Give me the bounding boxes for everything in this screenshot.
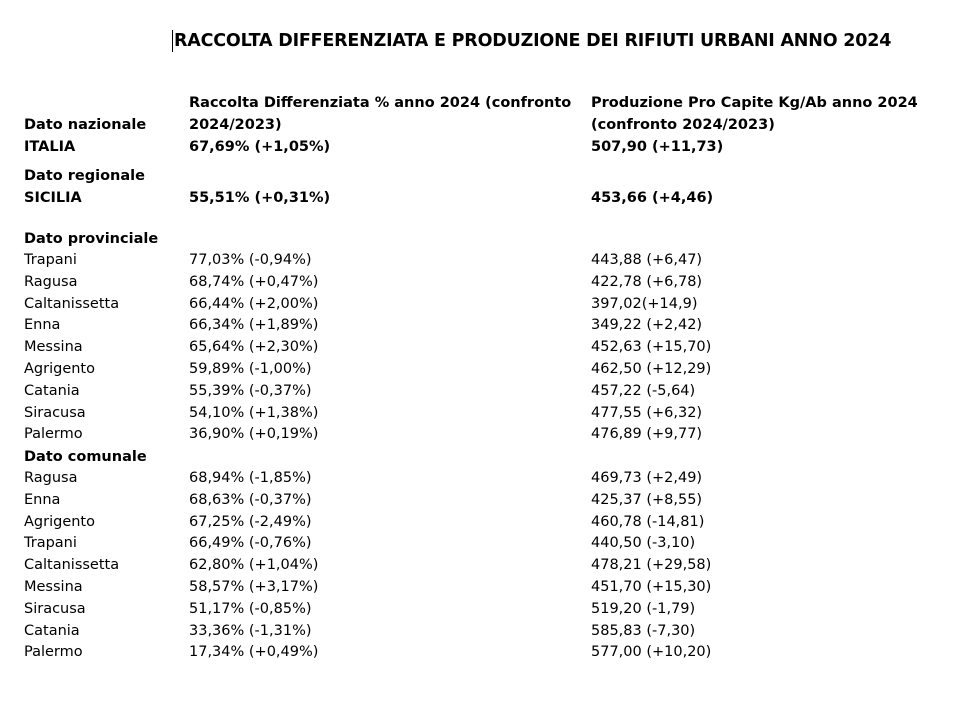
- row-pc: 457,22 (-5,64): [591, 382, 696, 399]
- row-name: Palermo: [24, 426, 83, 443]
- row-pc-sicilia: 453,66 (+4,46): [591, 190, 714, 206]
- row-pc: 477,55 (+6,32): [591, 404, 703, 421]
- row-name: Caltanissetta: [24, 295, 120, 312]
- row-pc: 443,88 (+6,47): [591, 252, 703, 268]
- row-rd: 68,74% (+0,47%): [189, 273, 319, 290]
- table-row: [0, 402, 956, 424]
- row-rd: 77,03% (-0,94%): [189, 252, 312, 268]
- table-row: [0, 293, 956, 315]
- row-pc: 577,00 (+10,20): [591, 644, 712, 661]
- row-pc: 478,21 (+29,58): [591, 557, 712, 574]
- row-rd: 59,89% (-1,00%): [189, 360, 312, 377]
- row-rd: 62,80% (+1,04%): [189, 557, 319, 574]
- section-label-regionale: Dato regionale: [24, 168, 145, 184]
- row-rd: 55,39% (-0,37%): [189, 382, 312, 399]
- table-row: [0, 511, 956, 533]
- row-pc: 422,78 (+6,78): [591, 273, 703, 290]
- row-pc: 440,50 (-3,10): [591, 535, 696, 552]
- row-name: Trapani: [24, 535, 77, 552]
- row-pc: 585,83 (-7,30): [591, 622, 696, 639]
- row-rd: 66,34% (+1,89%): [189, 317, 319, 334]
- row-pc: 519,20 (-1,79): [591, 600, 696, 617]
- row-rd: 68,63% (-0,37%): [189, 491, 312, 508]
- table-row: [0, 271, 956, 293]
- row-pc: 460,78 (-14,81): [591, 513, 705, 530]
- table-row: [0, 423, 956, 445]
- table-row: [0, 641, 956, 663]
- row-pc: 476,89 (+9,77): [591, 426, 703, 443]
- row-pc: 452,63 (+15,70): [591, 339, 712, 356]
- table-row: [0, 532, 956, 554]
- table-row: [0, 489, 956, 511]
- section-label-comunale: Dato comunale: [24, 449, 147, 465]
- row-name: Ragusa: [24, 273, 78, 290]
- page-title: RACCOLTA DIFFERENZIATA E PRODUZIONE DEI RIFIUTI URBANI ANNO 2024: [174, 31, 892, 51]
- comunale-list: [0, 467, 956, 663]
- row-name: Catania: [24, 382, 80, 399]
- col-header-pc-line1: Produzione Pro Capite Kg/Ab anno 2024: [591, 95, 918, 111]
- row-rd: 51,17% (-0,85%): [189, 600, 312, 617]
- row-pc: 425,37 (+8,55): [591, 491, 703, 508]
- row-name: Agrigento: [24, 513, 95, 530]
- table-row: [0, 358, 956, 380]
- row-name: Enna: [24, 491, 61, 508]
- col-header-rd-line1: Raccolta Differenziata % anno 2024 (confronto: [189, 95, 572, 111]
- row-name: Agrigento: [24, 360, 95, 377]
- row-name: Enna: [24, 317, 61, 334]
- row-pc-italia: 507,90 (+11,73): [591, 139, 724, 155]
- row-pc: 462,50 (+12,29): [591, 360, 712, 377]
- row-pc: 349,22 (+2,42): [591, 317, 703, 334]
- row-pc: 451,70 (+15,30): [591, 578, 712, 595]
- table-row: [0, 598, 956, 620]
- row-name: Siracusa: [24, 404, 86, 421]
- row-name: Messina: [24, 578, 83, 595]
- row-rd-italia: 67,69% (+1,05%): [189, 139, 331, 155]
- row-rd: 36,90% (+0,19%): [189, 426, 319, 443]
- row-rd: 67,25% (-2,49%): [189, 513, 312, 530]
- table-row: [0, 380, 956, 402]
- section-label-provinciale: Dato provinciale: [24, 231, 159, 247]
- table-row: [0, 314, 956, 336]
- row-rd: 58,57% (+3,17%): [189, 578, 319, 595]
- row-rd: 66,49% (-0,76%): [189, 535, 312, 552]
- row-name-sicilia: SICILIA: [24, 190, 82, 206]
- table-row: [0, 336, 956, 358]
- row-name: Trapani: [24, 252, 77, 268]
- col-header-rd-line2: 2024/2023): [189, 117, 282, 133]
- row-name: Palermo: [24, 644, 83, 661]
- table-row: [0, 620, 956, 642]
- row-name: Ragusa: [24, 470, 78, 486]
- table-row: [0, 554, 956, 576]
- table-row: [0, 576, 956, 598]
- row-name-italia: ITALIA: [24, 139, 76, 155]
- row-name: Catania: [24, 622, 80, 639]
- row-rd-sicilia: 55,51% (+0,31%): [189, 190, 331, 206]
- row-rd: 54,10% (+1,38%): [189, 404, 319, 421]
- col-header-pc-line2: (confronto 2024/2023): [591, 117, 775, 133]
- row-pc: 397,02(+14,9): [591, 295, 698, 312]
- provinciale-list: [0, 249, 956, 445]
- row-name: Messina: [24, 339, 83, 356]
- row-rd: 66,44% (+2,00%): [189, 295, 319, 312]
- table-row: [0, 467, 956, 489]
- row-rd: 33,36% (-1,31%): [189, 622, 312, 639]
- section-label-nazionale: Dato nazionale: [24, 117, 147, 133]
- row-name: Caltanissetta: [24, 557, 120, 574]
- row-rd: 17,34% (+0,49%): [189, 644, 319, 661]
- row-rd: 65,64% (+2,30%): [189, 339, 319, 356]
- table-row: [0, 249, 956, 271]
- row-pc: 469,73 (+2,49): [591, 470, 703, 486]
- row-rd: 68,94% (-1,85%): [189, 470, 312, 486]
- row-name: Siracusa: [24, 600, 86, 617]
